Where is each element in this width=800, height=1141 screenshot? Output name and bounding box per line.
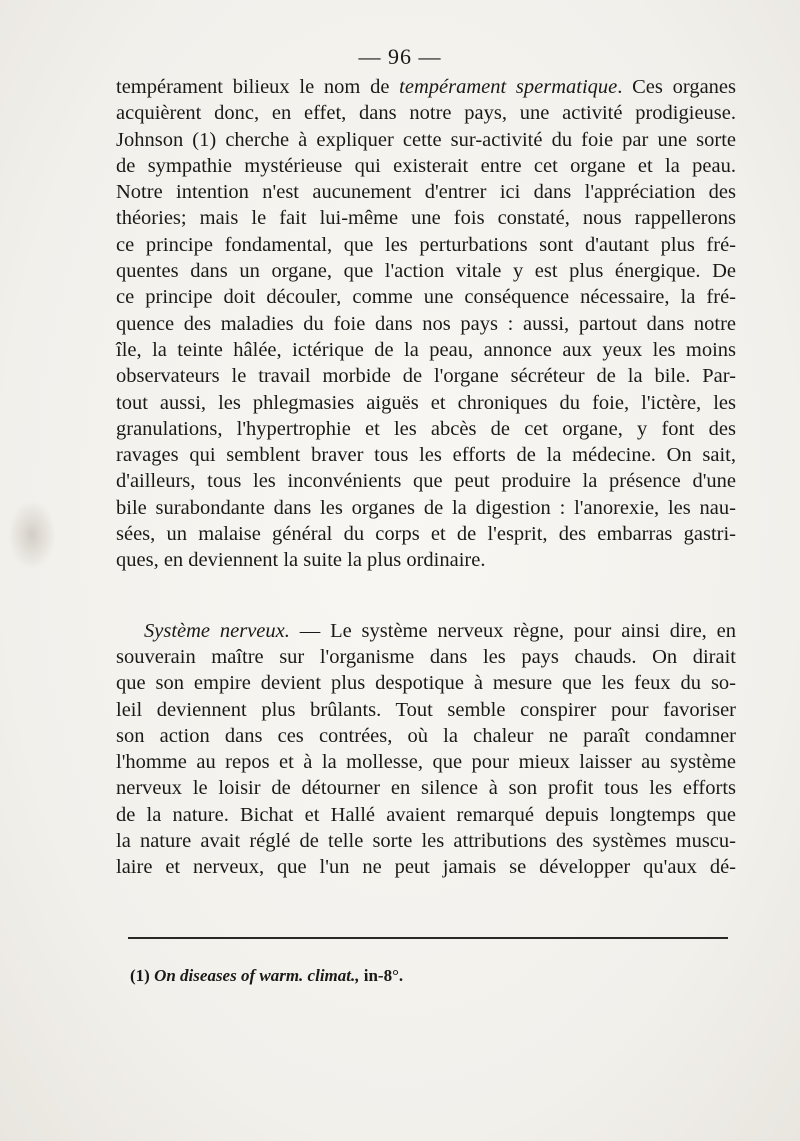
text-line: d'ailleurs, tous les inconvénients que peut produire la présence d'une: [116, 470, 736, 493]
body-text: [116, 74, 736, 881]
paragraph-systeme-nerveux: [116, 618, 736, 881]
text-line: son action dans ces contrées, où la chaleur ne paraît condamner: [116, 724, 736, 747]
footnote: [130, 966, 403, 986]
text-line: ques, en deviennent la suite la plus ordinaire.: [116, 549, 486, 572]
paragraph-temperament: [116, 74, 736, 574]
text-line: nerveux le loisir de détourner en silence à son profit tous les efforts: [116, 777, 736, 800]
text-line: de sympathie mystérieuse qui existerait entre cet organe et la peau.: [116, 154, 736, 177]
text-line: tout aussi, les phlegmasies aiguës et chroniques du foie, l'ictère, les: [116, 391, 736, 414]
text-line: observateurs le travail morbide de l'organe sécréteur de la bile. Par-: [116, 365, 736, 388]
text-line: théories; mais le fait lui-même une fois constaté, nous rappellerons: [116, 207, 736, 230]
text-line: sées, un malaise général du corps et de l'esprit, des embarras gastri-: [116, 523, 736, 546]
section-heading: Système nerveux.: [144, 619, 290, 642]
text-line: [116, 618, 736, 644]
text-line: que son empire devient plus despotique à mesure que les feux du so-: [116, 672, 736, 695]
text-line: quence des maladies du foie dans nos pays : aussi, partout dans notre: [116, 312, 736, 335]
text-line: de la nature. Bichat et Hallé avaient remarqué depuis longtemps que: [116, 803, 736, 826]
text-line: laire et nerveux, que l'un ne peut jamais se développer qu'aux dé-: [116, 856, 736, 879]
text-line: ce principe fondamental, que les perturbations sont d'autant plus fré-: [116, 233, 736, 256]
text-line: granulations, l'hypertrophie et les abcès de cet organe, y font des: [116, 417, 736, 440]
footnote-rule: [128, 937, 728, 939]
paper-stain: [8, 500, 56, 570]
text-line: la nature avait réglé de telle sorte les attributions des systèmes muscu-: [116, 830, 736, 853]
text-line: leil deviennent plus brûlants. Tout semble conspirer pour favoriser: [116, 698, 736, 721]
text-line: l'homme au repos et à la mollesse, que pour mieux laisser au système: [116, 751, 736, 774]
text-line: ravages qui semblent braver tous les efforts de la médecine. On sait,: [116, 444, 736, 467]
text-line: ce principe doit découler, comme une conséquence nécessaire, la fré-: [116, 286, 736, 309]
text-line: Johnson (1) cherche à expliquer cette sur-activité du foie par une sorte: [116, 128, 736, 151]
text-line-rest: — Le système nerveux règne, pour ainsi dire, en: [289, 619, 736, 642]
footnote-format: in-8°.: [363, 966, 404, 985]
text-line: quentes dans un organe, que l'action vitale y est plus énergique. De: [116, 260, 736, 283]
text-line: bile surabondante dans les organes de la digestion : l'anorexie, les nau-: [116, 496, 736, 519]
text-line: souverain maître sur l'organisme dans les pays chauds. On dirait: [116, 645, 736, 668]
footnote-title: On diseases of warm. climat.,: [154, 966, 360, 985]
text-line: île, la teinte hâlée, ictérique de la peau, annonce aux yeux les moins: [116, 338, 736, 361]
text-line: tempérament bilieux le nom de tempérament spermatique. Ces organes: [116, 76, 736, 98]
footnote-marker: (1): [130, 966, 150, 985]
text-line: Notre intention n'est aucunement d'entrer ici dans l'appréciation des: [116, 181, 736, 204]
text-line: acquièrent donc, en effet, dans notre pays, une activité prodigieuse.: [116, 102, 736, 125]
page-number: — 96 —: [358, 44, 442, 69]
